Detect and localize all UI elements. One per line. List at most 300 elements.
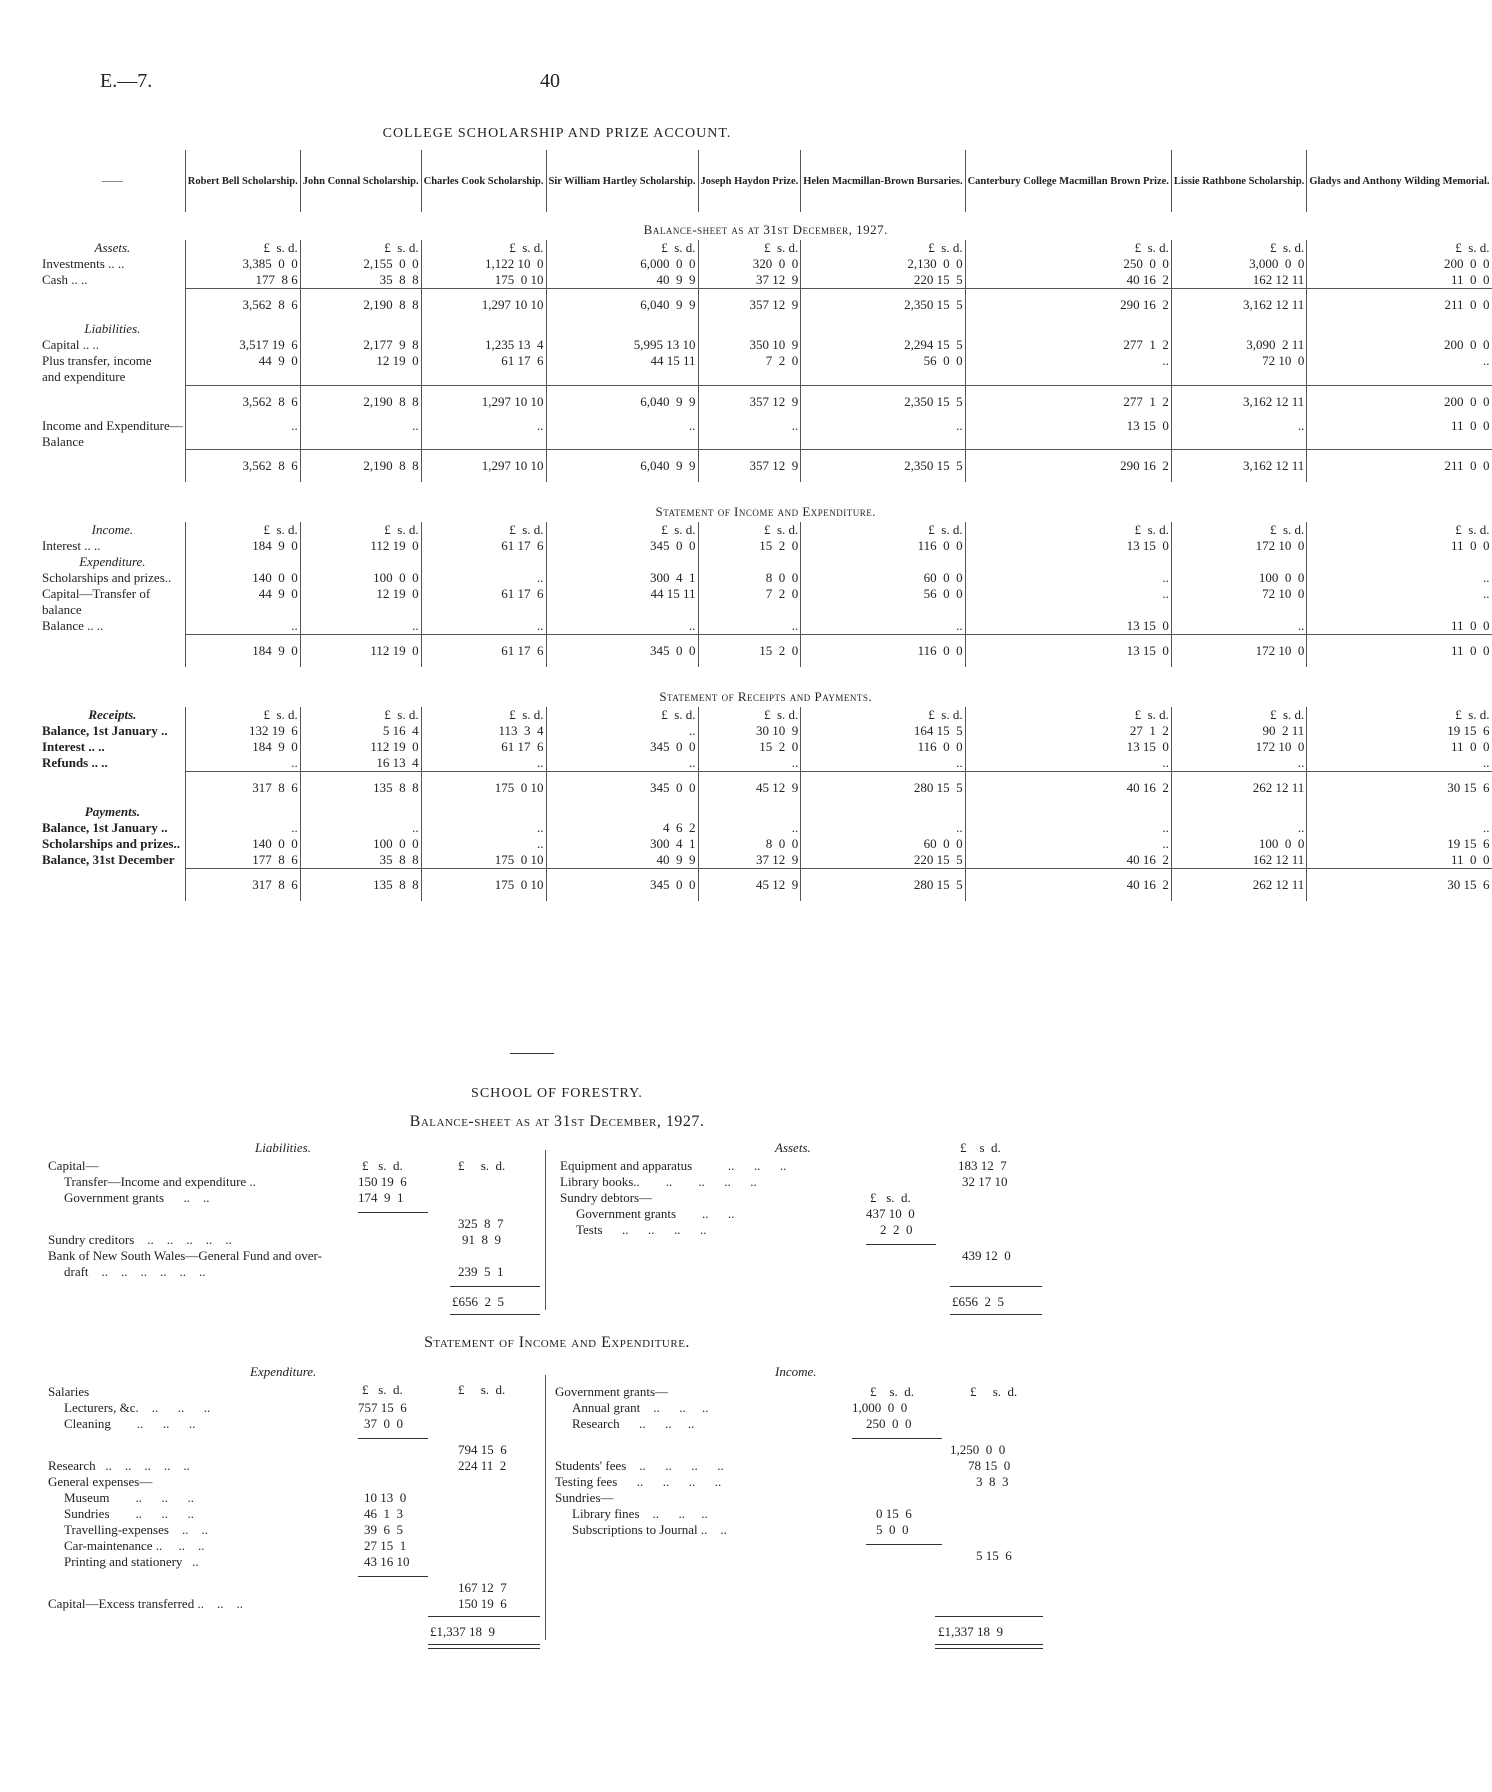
divider (545, 1150, 546, 1310)
table-cell: .. (965, 820, 1171, 836)
table-cell: .. (801, 418, 965, 434)
table-cell: .. (1307, 755, 1492, 772)
table-row (40, 337, 1492, 353)
table-cell: £ s. d. (1307, 240, 1492, 256)
table-cell (300, 554, 421, 570)
table-row (40, 772, 1492, 805)
table-row (40, 240, 1492, 256)
row-label: Income and Expenditure— (42, 417, 183, 433)
table-cell (965, 554, 1171, 570)
table-cell: 44 15 11 (546, 353, 698, 369)
row-label (40, 385, 185, 418)
table-cell: .. (801, 618, 965, 635)
table-cell: 40 16 2 (965, 852, 1171, 869)
row-label: Capital .. .. (42, 337, 100, 352)
table-row (40, 618, 1492, 635)
table-cell: 100 0 0 (300, 836, 421, 852)
table-cell: 300 4 1 (546, 836, 698, 852)
table-cell: .. (698, 418, 801, 434)
table-cell: £ s. d. (801, 522, 965, 538)
table-cell: .. (1171, 755, 1306, 772)
table-cell: 72 10 0 (1171, 586, 1306, 602)
table-cell: 280 15 5 (801, 772, 965, 805)
table-cell: .. (1307, 570, 1492, 586)
table-cell (185, 602, 300, 618)
table-cell (421, 804, 546, 820)
table-cell: 277 1 2 (965, 385, 1171, 418)
row-label (40, 635, 185, 668)
table-cell: .. (965, 586, 1171, 602)
table-cell: .. (300, 618, 421, 635)
table-cell (300, 804, 421, 820)
table-cell: .. (965, 353, 1171, 369)
table-row (40, 586, 1492, 602)
table-cell: £ s. d. (698, 707, 801, 723)
forestry-title: SCHOOL OF FORESTRY. (471, 1086, 643, 1101)
row-label: Expenditure. (79, 554, 146, 569)
row-label: balance (42, 602, 82, 617)
table-cell (546, 434, 698, 450)
table-cell: £ s. d. (421, 522, 546, 538)
table-cell: 112 19 0 (300, 739, 421, 755)
table-cell: 162 12 11 (1171, 272, 1306, 289)
table-cell: £ s. d. (185, 240, 300, 256)
table-cell: .. (1307, 353, 1492, 369)
table-cell: 40 9 9 (546, 852, 698, 869)
income-heading: Income. (775, 1364, 817, 1379)
table-cell: 8 0 0 (698, 570, 801, 586)
table-cell: 11 0 0 (1307, 538, 1492, 554)
table-cell: 2,190 8 8 (300, 385, 421, 418)
table-row (40, 869, 1492, 902)
page-title: COLLEGE SCHOLARSHIP AND PRIZE ACCOUNT. (382, 126, 732, 141)
table-cell (300, 434, 421, 450)
table-row (40, 538, 1492, 554)
table-cell: 1,297 10 10 (421, 385, 546, 418)
table-cell: 177 8 6 (185, 272, 300, 289)
table-cell (801, 602, 965, 618)
table-cell (1307, 602, 1492, 618)
table-cell: .. (1307, 586, 1492, 602)
table-cell: 2,130 0 0 (801, 256, 965, 272)
table-cell: 35 8 8 (300, 852, 421, 869)
column-header: Robert Bell Scholarship. (185, 150, 300, 212)
scholarship-table: —— Robert Bell Scholarship. John Connal Scholarship. Charles Cook Scholarship. Sir William Hartley Scholarship. Joseph Haydon Prize. Helen Macmillan-Brown Bursaries. Canterbury College Macmillan Brown Prize. Lissie Rathbone Scholarship. Gladys and Anthony Wilding Memorial. Balance-sheet as at 31st December, 1927. Assets. £ s. d. £ s. d. £ s. d. £ s. d. £ s. d. £ s. d. £ s. d. £ s. d. £ s. d. Investments .. .. 3,385 0 0 2,155 0 0 1,122 10 0 6,000 0 0 320 0 0 2,130 0 0 250 0 0 3,000 0 0 200 0 0 Cash .. .. 177 8 6 35 8 8 175 0 10 40 9 9 37 12 9 220 15 5 40 16 2 162 12 11 11 0 0 3,562 8 6 2,190 8 8 1,297 10 10 6,040 9 9 357 12 9 2,350 15 5 290 16 2 3,162 12 11 211 0 0 Liabilities. Capital .. .. 3,517 19 6 2,177 9 8 1,235 13 4 5,995 13 10 350 10 9 2,294 15 5 277 1 2 3,090 2 11 200 0 0 Plus transfer, income 44 9 0 12 19 0 61 17 6 44 15 11 7 2 0 56 0 0 .. 72 10 0 .. and expenditure 3,562 8 6 2,190 8 8 1,297 10 10 6,040 9 9 357 12 9 2,350 15 5 277 1 2 3,162 12 11 200 0 0 Income and Expenditure— .. .. .. .. .. .. 13 15 0 .. 11 0 0 Balance 3,562 8 6 2,190 8 8 1,297 10 10 6,040 9 9 357 12 9 2,350 15 5 290 16 2 3,162 12 11 211 0 0 Statement of Income and Expenditure. Income. £ s. d. £ s. d. £ s. d. £ s. d. £ s. d. £ s. d. £ s. d. £ s. d. £ s. d. Interest .. .. 184 9 0 112 19 0 61 17 6 345 0 0 15 2 0 116 0 0 13 15 0 172 10 0 11 0 0 Expenditure. Scholarships and prizes.. 140 0 0 100 0 0 .. 300 4 1 8 0 0 60 0 0 .. 100 0 0 .. Capital—Transfer of 44 9 0 12 19 0 61 17 6 44 15 11 7 2 0 56 0 0 .. 72 10 0 .. balance Balance .. .. .. .. .. .. .. .. 13 15 0 .. 11 0 0 184 9 0 112 19 0 61 17 6 345 0 0 15 2 0 116 0 0 13 15 0 172 10 0 11 0 0 Statement of Receipts and Payments. Receipts. £ s. d. £ s. d. £ s. d. £ s. d. £ s. d. £ s. d. £ s. d. £ s. d. £ s. d. Balance, 1st January .. 132 19 6 5 16 4 113 3 4 .. 30 10 9 164 15 5 27 1 2 90 2 11 19 15 6 Interest .. .. 184 9 0 112 19 0 61 17 6 345 0 0 15 2 0 116 0 0 13 15 0 172 10 0 11 0 0 Refunds .. .. .. 16 13 4 .. .. .. .. .. .. .. 317 8 6 135 8 8 175 0 10 345 0 0 45 12 9 280 15 5 40 16 2 262 12 11 30 15 6 Payments. Balance, 1st January .. .. .. .. 4 6 2 .. .. .. .. .. Scholarships and prizes.. 140 0 0 100 0 0 .. 300 4 1 8 0 0 60 0 0 .. 100 0 0 19 15 6 Balance, 31st December 177 8 6 35 8 8 175 0 10 40 9 9 37 12 9 220 15 5 40 16 2 162 12 11 11 0 0 317 8 6 135 8 8 175 0 10 345 0 0 45 12 9 280 15 5 40 16 2 262 12 11 30 15 6 (40, 150, 1492, 901)
table-row (40, 707, 1492, 723)
table-cell: 19 15 6 (1307, 836, 1492, 852)
table-cell (1307, 804, 1492, 820)
column-header: Gladys and Anthony Wilding Memorial. (1307, 150, 1492, 212)
page-number: 40 (540, 70, 560, 92)
table-cell (421, 321, 546, 337)
table-cell: 2,294 15 5 (801, 337, 965, 353)
table-cell: £ s. d. (965, 240, 1171, 256)
expenditure-heading: Expenditure. (250, 1364, 317, 1379)
table-cell: 60 0 0 (801, 570, 965, 586)
table-cell: 60 0 0 (801, 836, 965, 852)
table-cell: 116 0 0 (801, 635, 965, 668)
row-label: Balance (42, 433, 84, 449)
table-cell: £ s. d. (1307, 522, 1492, 538)
table-cell: 172 10 0 (1171, 635, 1306, 668)
table-cell: .. (698, 755, 801, 772)
table-cell (546, 804, 698, 820)
table-row (40, 635, 1492, 668)
table-cell (300, 602, 421, 618)
row-label (40, 289, 185, 322)
table-cell (421, 554, 546, 570)
table-cell: 175 0 10 (421, 272, 546, 289)
table-row (40, 353, 1492, 369)
table-cell: £ s. d. (546, 522, 698, 538)
column-header: Sir William Hartley Scholarship. (546, 150, 698, 212)
table-cell: 13 15 0 (965, 739, 1171, 755)
divider (545, 1375, 546, 1640)
table-cell: 11 0 0 (1307, 418, 1492, 434)
table-cell: 164 15 5 (801, 723, 965, 739)
table-cell (185, 554, 300, 570)
table-cell (1307, 321, 1492, 337)
table-cell (965, 321, 1171, 337)
table-cell: 13 15 0 (965, 635, 1171, 668)
table-cell: 250 0 0 (965, 256, 1171, 272)
table-cell: .. (965, 570, 1171, 586)
table-cell: 112 19 0 (300, 538, 421, 554)
table-cell (1171, 321, 1306, 337)
table-cell: 2,350 15 5 (801, 450, 965, 483)
table-cell (801, 369, 965, 385)
table-cell: .. (421, 618, 546, 635)
table-cell: 140 0 0 (185, 570, 300, 586)
table-cell (1171, 804, 1306, 820)
table-cell (698, 434, 801, 450)
table-cell (421, 369, 546, 385)
table-row (40, 272, 1492, 289)
table-cell: .. (421, 418, 546, 434)
table-cell (1307, 554, 1492, 570)
table-cell: 177 8 6 (185, 852, 300, 869)
table-cell (801, 804, 965, 820)
table-cell (965, 804, 1171, 820)
table-cell: 6,000 0 0 (546, 256, 698, 272)
table-cell: .. (801, 755, 965, 772)
row-label: Interest .. .. (42, 538, 101, 553)
table-cell: 61 17 6 (421, 353, 546, 369)
table-cell (1307, 434, 1492, 450)
forestry-bs-title: Balance-sheet as at 31st December, 1927. (409, 1113, 705, 1130)
table-cell (300, 369, 421, 385)
table-cell: .. (185, 418, 300, 434)
table-cell: 15 2 0 (698, 739, 801, 755)
column-header: Helen Macmillan-Brown Bursaries. (801, 150, 965, 212)
table-cell: £ s. d. (300, 707, 421, 723)
table-cell (801, 554, 965, 570)
table-cell: 1,122 10 0 (421, 256, 546, 272)
column-header: Canterbury College Macmillan Brown Prize. (965, 150, 1171, 212)
table-cell: .. (185, 820, 300, 836)
table-row (40, 755, 1492, 772)
table-cell: 200 0 0 (1307, 337, 1492, 353)
table-cell: 1,297 10 10 (421, 289, 546, 322)
row-label (40, 772, 185, 805)
table-cell: 184 9 0 (185, 739, 300, 755)
forestry-ie-title: Statement of Income and Expenditure. (424, 1334, 690, 1351)
table-cell: 19 15 6 (1307, 723, 1492, 739)
table-cell (1307, 369, 1492, 385)
table-cell (546, 554, 698, 570)
table-cell (546, 369, 698, 385)
table-cell: 1,235 13 4 (421, 337, 546, 353)
table-cell: £ s. d. (1307, 707, 1492, 723)
table-cell: 3,562 8 6 (185, 289, 300, 322)
table-cell: 175 0 10 (421, 772, 546, 805)
table-cell: 56 0 0 (801, 586, 965, 602)
table-cell: .. (185, 755, 300, 772)
row-label: Investments .. .. (42, 256, 125, 271)
table-cell: 61 17 6 (421, 635, 546, 668)
table-cell (698, 602, 801, 618)
table-row (40, 434, 1492, 450)
table-cell: 116 0 0 (801, 538, 965, 554)
table-cell: 113 3 4 (421, 723, 546, 739)
table-cell: 220 15 5 (801, 852, 965, 869)
table-cell: 211 0 0 (1307, 450, 1492, 483)
table-row (40, 554, 1492, 570)
table-cell: 30 15 6 (1307, 772, 1492, 805)
assets-heading: Assets. (775, 1140, 811, 1155)
table-cell: £ s. d. (965, 707, 1171, 723)
row-label: Balance, 1st January .. (42, 820, 168, 835)
table-cell: £ s. d. (1171, 240, 1306, 256)
table-cell: 8 0 0 (698, 836, 801, 852)
table-cell (421, 602, 546, 618)
row-label: Payments. (84, 804, 141, 819)
row-label: Scholarships and prizes.. (42, 570, 172, 585)
divider (510, 1053, 554, 1054)
table-cell: 37 12 9 (698, 272, 801, 289)
row-label (40, 869, 185, 902)
table-cell: 11 0 0 (1307, 272, 1492, 289)
table-cell: .. (546, 755, 698, 772)
table-cell: 30 15 6 (1307, 869, 1492, 902)
table-cell: 100 0 0 (1171, 570, 1306, 586)
table-cell: .. (698, 618, 801, 635)
table-cell: £ s. d. (801, 240, 965, 256)
table-cell: 40 16 2 (965, 772, 1171, 805)
table-cell: .. (1307, 820, 1492, 836)
table-row (40, 739, 1492, 755)
table-cell: £ s. d. (698, 240, 801, 256)
table-cell: 320 0 0 (698, 256, 801, 272)
table-cell: 3,562 8 6 (185, 385, 300, 418)
table-cell (185, 369, 300, 385)
table-cell: £ s. d. (185, 522, 300, 538)
table-cell: .. (300, 820, 421, 836)
section-title: Statement of Income and Expenditure. (655, 504, 877, 519)
table-cell: 5 16 4 (300, 723, 421, 739)
table-cell: .. (421, 570, 546, 586)
row-label: and expenditure (42, 369, 126, 384)
table-cell: 61 17 6 (421, 739, 546, 755)
row-label: Balance, 1st January .. (42, 723, 168, 738)
table-cell: £ s. d. (801, 707, 965, 723)
table-cell: 350 10 9 (698, 337, 801, 353)
table-cell: 280 15 5 (801, 869, 965, 902)
table-cell: 4 6 2 (546, 820, 698, 836)
table-cell: 2,155 0 0 (300, 256, 421, 272)
table-cell: £ s. d. (546, 707, 698, 723)
table-cell: £ s. d. (1171, 707, 1306, 723)
table-cell: 290 16 2 (965, 289, 1171, 322)
table-cell: 16 13 4 (300, 755, 421, 772)
row-label: Receipts. (88, 707, 137, 722)
table-cell: 72 10 0 (1171, 353, 1306, 369)
table-cell: 35 8 8 (300, 272, 421, 289)
table-cell (421, 434, 546, 450)
table-cell: 11 0 0 (1307, 739, 1492, 755)
row-label: Cash .. .. (42, 272, 88, 288)
table-cell: 345 0 0 (546, 538, 698, 554)
row-label: Liabilities. (84, 321, 141, 336)
table-cell: £ s. d. (546, 240, 698, 256)
table-cell: 2,350 15 5 (801, 385, 965, 418)
column-header: Lissie Rathbone Scholarship. (1171, 150, 1306, 212)
table-cell (546, 602, 698, 618)
table-cell: 140 0 0 (185, 836, 300, 852)
row-label: Capital—Transfer of (42, 586, 151, 601)
table-cell: 175 0 10 (421, 852, 546, 869)
column-header: John Connal Scholarship. (300, 150, 421, 212)
table-cell (1171, 602, 1306, 618)
table-cell: 3,162 12 11 (1171, 289, 1306, 322)
table-cell: 357 12 9 (698, 450, 801, 483)
table-row (40, 836, 1492, 852)
table-cell: 7 2 0 (698, 353, 801, 369)
table-cell: 40 16 2 (965, 869, 1171, 902)
table-cell: 30 10 9 (698, 723, 801, 739)
table-cell: 61 17 6 (421, 538, 546, 554)
table-row (40, 256, 1492, 272)
table-cell: 12 19 0 (300, 353, 421, 369)
table-row (40, 321, 1492, 337)
table-cell: 3,162 12 11 (1171, 385, 1306, 418)
table-cell: 3,517 19 6 (185, 337, 300, 353)
table-cell: 27 1 2 (965, 723, 1171, 739)
table-cell: 172 10 0 (1171, 739, 1306, 755)
table-cell: 211 0 0 (1307, 289, 1492, 322)
table-cell: 2,177 9 8 (300, 337, 421, 353)
table-row (40, 418, 1492, 434)
table-cell: £ s. d. (421, 707, 546, 723)
table-cell: 44 15 11 (546, 586, 698, 602)
page-id: E.—7. (100, 70, 153, 92)
table-cell: 13 15 0 (965, 618, 1171, 635)
table-cell: .. (965, 755, 1171, 772)
row-label: Balance, 31st December (42, 852, 175, 868)
table-cell: 3,000 0 0 (1171, 256, 1306, 272)
table-cell: 5,995 13 10 (546, 337, 698, 353)
table-cell (185, 321, 300, 337)
table-cell: 200 0 0 (1307, 385, 1492, 418)
table-row (40, 369, 1492, 385)
table-cell: 2,190 8 8 (300, 450, 421, 483)
table-cell: 112 19 0 (300, 635, 421, 668)
table-cell: 100 0 0 (300, 570, 421, 586)
table-cell (965, 602, 1171, 618)
table-cell (801, 321, 965, 337)
table-cell (698, 804, 801, 820)
table-cell: £ s. d. (185, 707, 300, 723)
table-cell: 345 0 0 (546, 772, 698, 805)
table-cell: £ s. d. (965, 522, 1171, 538)
table-cell: 357 12 9 (698, 385, 801, 418)
table-cell: 11 0 0 (1307, 852, 1492, 869)
row-label: Interest .. .. (42, 739, 105, 754)
table-cell: 37 12 9 (698, 852, 801, 869)
table-cell: 262 12 11 (1171, 772, 1306, 805)
table-cell: 11 0 0 (1307, 618, 1492, 635)
table-row (40, 385, 1492, 418)
table-cell: 56 0 0 (801, 353, 965, 369)
table-cell (698, 321, 801, 337)
table-cell (1171, 369, 1306, 385)
table-cell: .. (801, 820, 965, 836)
table-cell: 262 12 11 (1171, 869, 1306, 902)
section-title: Statement of Receipts and Payments. (659, 689, 873, 704)
table-cell: 13 15 0 (965, 418, 1171, 434)
table-cell: .. (546, 723, 698, 739)
table-cell: 357 12 9 (698, 289, 801, 322)
column-header: Charles Cook Scholarship. (421, 150, 546, 212)
table-cell (698, 369, 801, 385)
table-row (40, 522, 1492, 538)
table-cell (185, 804, 300, 820)
table-cell: 200 0 0 (1307, 256, 1492, 272)
table-cell (185, 434, 300, 450)
table-cell: 172 10 0 (1171, 538, 1306, 554)
table-cell: 220 15 5 (801, 272, 965, 289)
table-cell: 116 0 0 (801, 739, 965, 755)
table-cell: .. (300, 418, 421, 434)
table-cell: 44 9 0 (185, 586, 300, 602)
table-row (40, 450, 1492, 483)
table-cell (1171, 434, 1306, 450)
table-cell: 345 0 0 (546, 869, 698, 902)
table-cell: 3,562 8 6 (185, 450, 300, 483)
table-cell: 45 12 9 (698, 869, 801, 902)
table-cell: 2,190 8 8 (300, 289, 421, 322)
table-cell: 6,040 9 9 (546, 385, 698, 418)
table-row (40, 852, 1492, 869)
table-cell: 15 2 0 (698, 538, 801, 554)
table-cell: 277 1 2 (965, 337, 1171, 353)
table-cell: .. (421, 836, 546, 852)
table-cell: 3,162 12 11 (1171, 450, 1306, 483)
table-cell: 44 9 0 (185, 353, 300, 369)
table-cell: 7 2 0 (698, 586, 801, 602)
table-row (40, 570, 1492, 586)
table-cell: 132 19 6 (185, 723, 300, 739)
table-cell: 162 12 11 (1171, 852, 1306, 869)
table-cell: 45 12 9 (698, 772, 801, 805)
table-cell: 3,385 0 0 (185, 256, 300, 272)
table-cell: 317 8 6 (185, 772, 300, 805)
table-cell: 300 4 1 (546, 570, 698, 586)
table-cell (698, 554, 801, 570)
table-cell (801, 434, 965, 450)
table-cell (300, 321, 421, 337)
row-label: Plus transfer, income (42, 353, 152, 368)
